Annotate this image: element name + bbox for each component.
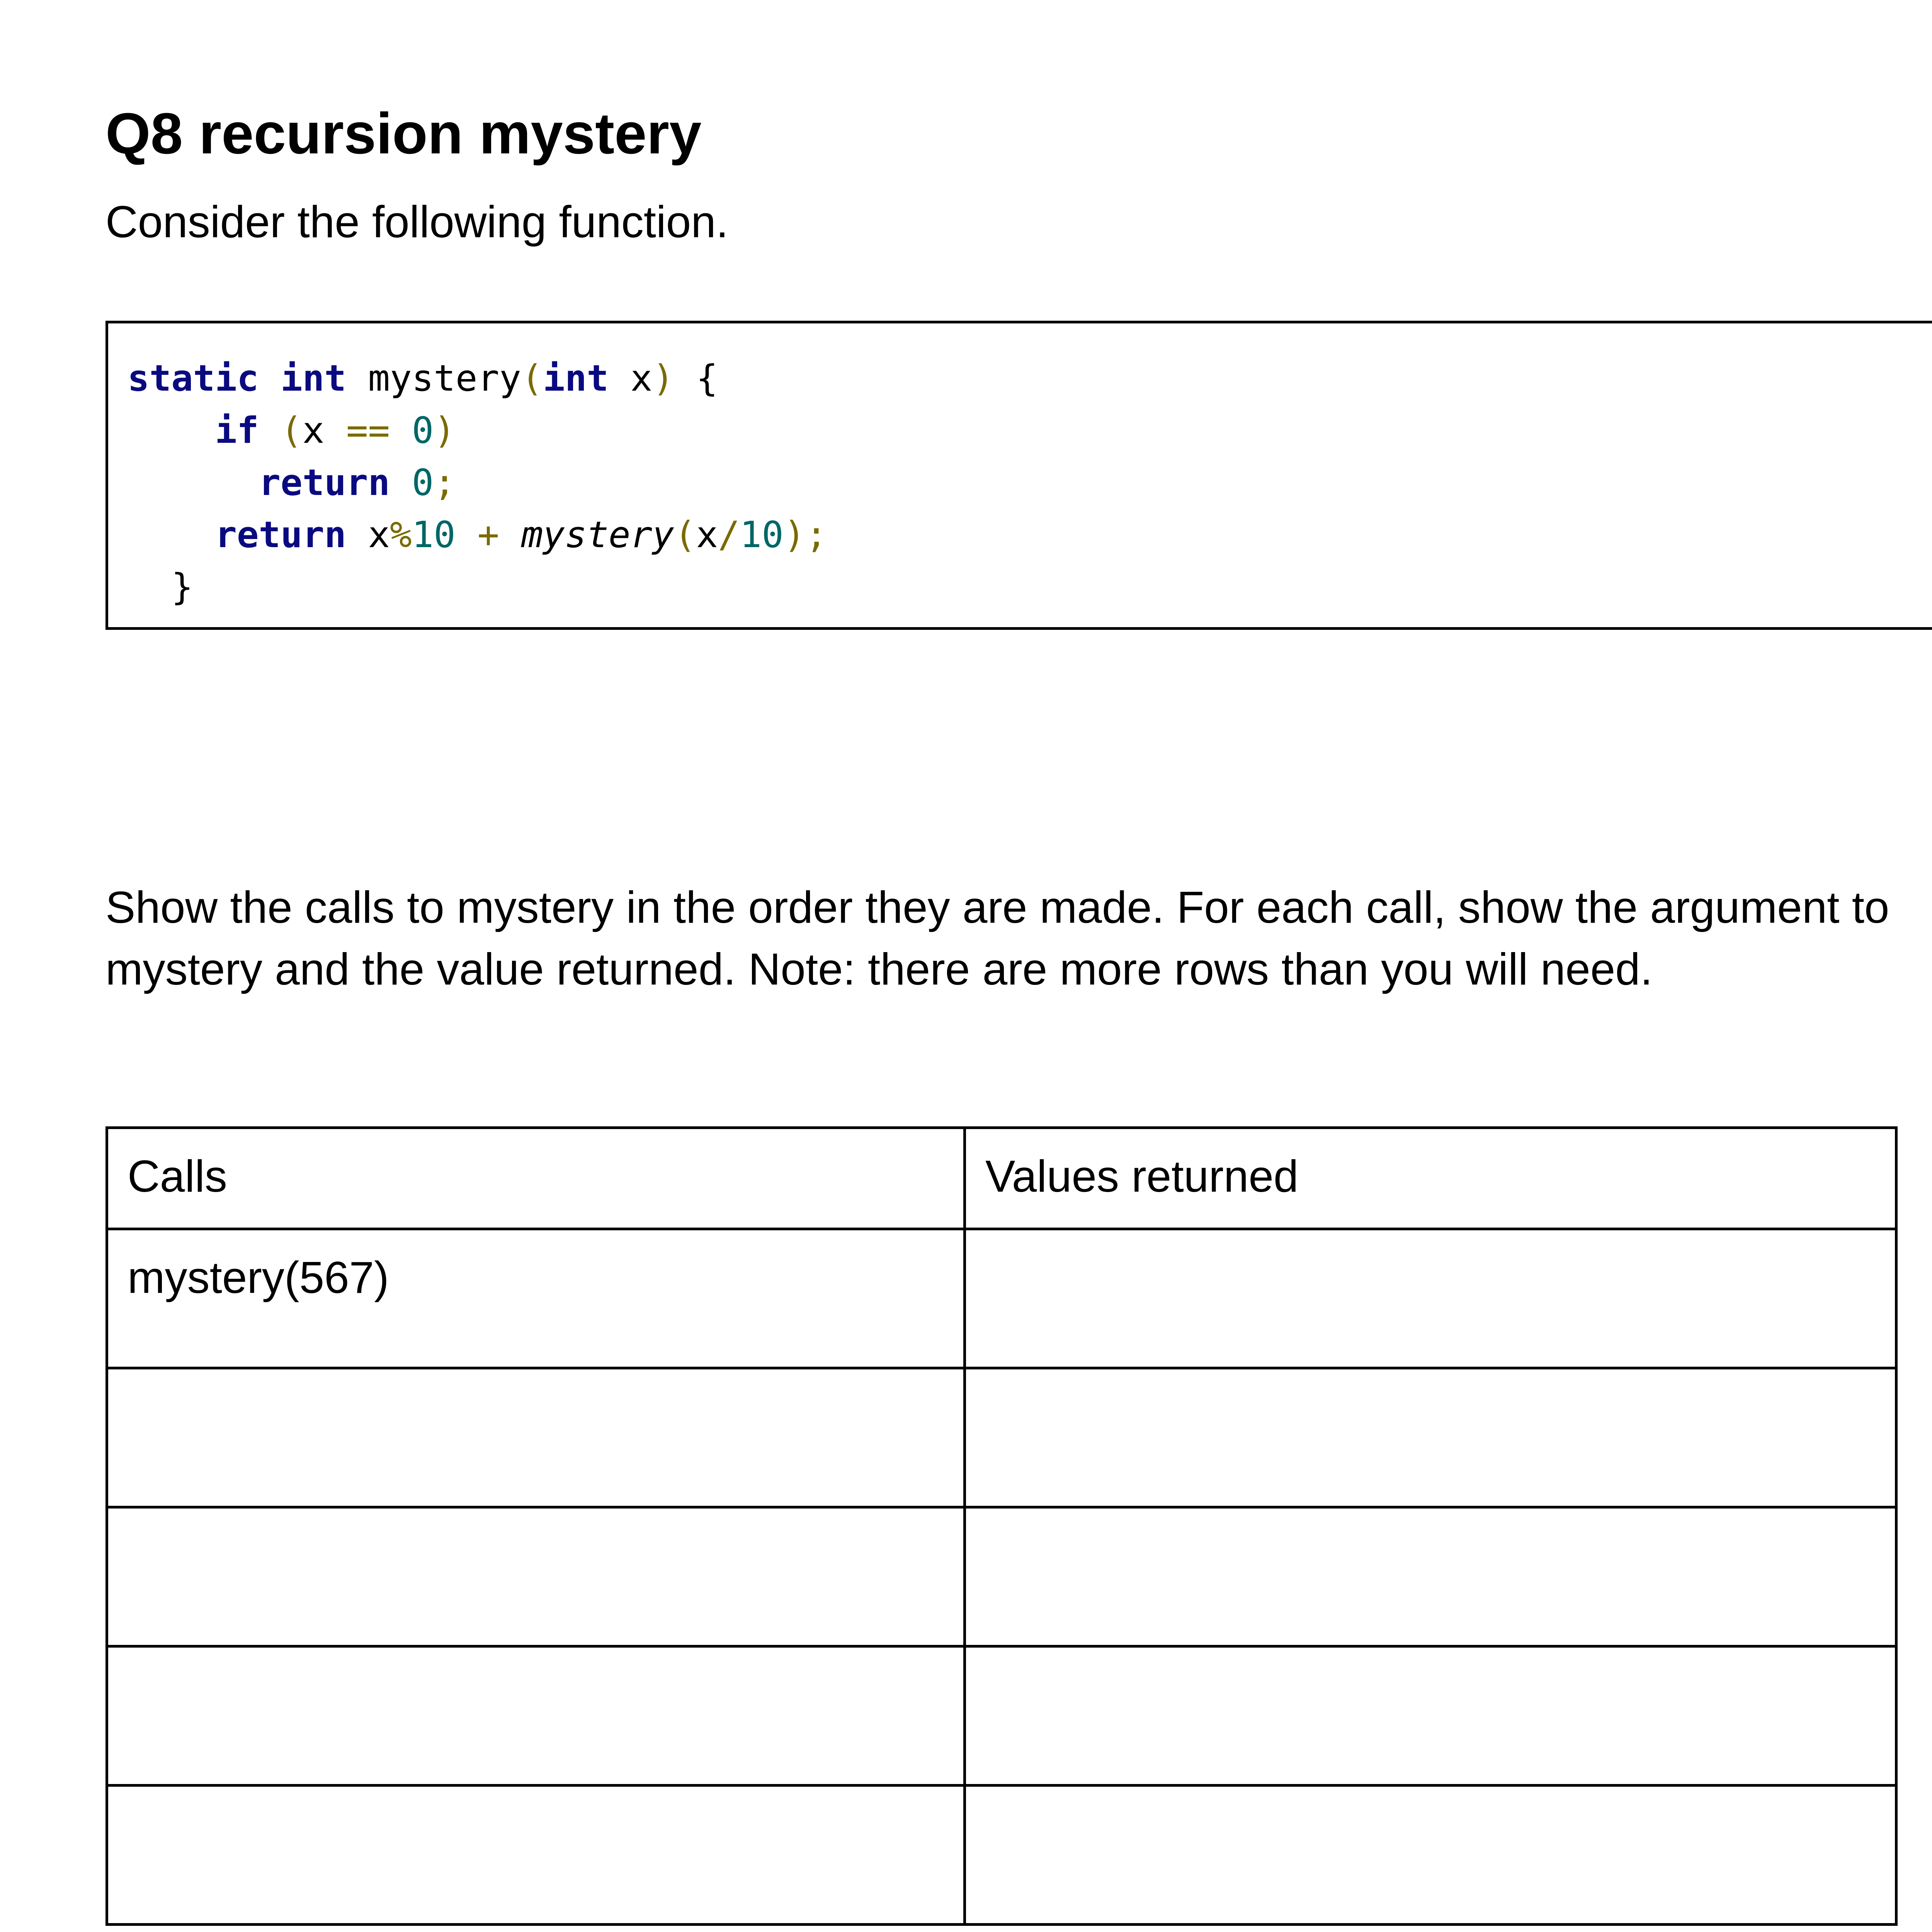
value-cell[interactable] (965, 1646, 1896, 1786)
value-cell[interactable] (965, 1229, 1896, 1368)
semicolon: ; (805, 514, 827, 556)
call-cell[interactable]: mystery(567) (107, 1229, 965, 1368)
code-line-2 (128, 405, 1932, 457)
operator: + (477, 514, 500, 556)
brace: } (171, 566, 193, 608)
operator: / (718, 514, 740, 556)
keyword: return (259, 462, 390, 504)
call-cell[interactable] (107, 1507, 965, 1646)
intro-text: Consider the following function. (105, 197, 729, 247)
number: 0 (412, 410, 434, 452)
code-line-1 (128, 352, 1932, 405)
paren: ) (434, 410, 456, 452)
variable: x (368, 514, 390, 556)
value-cell[interactable] (965, 1368, 1896, 1507)
keyword: int (543, 357, 609, 400)
function-name: mystery (368, 357, 521, 400)
operator: == (346, 410, 390, 452)
table-row (107, 1229, 1896, 1368)
operator: % (390, 514, 412, 556)
number: 10 (740, 514, 784, 556)
code-block (105, 321, 1932, 630)
number: 0 (412, 462, 434, 504)
keyword: if (215, 410, 259, 452)
code-line-3 (128, 457, 1932, 509)
page-title: Q8 recursion mystery (105, 101, 702, 166)
keyword: int (281, 357, 346, 400)
semicolon: ; (434, 462, 456, 504)
table-row (107, 1368, 1896, 1507)
instructions-text: Show the calls to mystery in the order they are made. For each call, show the argument to mystery and the value returned. Note: there are more rows than you will need. (105, 882, 1889, 994)
value-cell[interactable] (965, 1507, 1896, 1646)
table-row (107, 1507, 1896, 1646)
brace: { (696, 357, 718, 400)
keyword: static (128, 357, 259, 400)
table-row (107, 1786, 1896, 1925)
table-row (107, 1646, 1896, 1786)
call-cell[interactable] (107, 1786, 965, 1925)
calls-header: Calls (107, 1128, 965, 1229)
table-header-row (107, 1128, 1896, 1229)
paren: ( (674, 514, 696, 556)
paren: ) (783, 514, 806, 556)
answer-table (105, 1126, 1898, 1926)
parameter: x (630, 357, 653, 400)
number: 10 (412, 514, 456, 556)
values-header: Values returned (965, 1128, 1896, 1229)
paren: ) (652, 357, 674, 400)
code-line-5 (128, 561, 1932, 613)
code-line-4 (128, 509, 1932, 561)
paren: ( (521, 357, 543, 400)
keyword: return (215, 514, 346, 556)
variable: x (302, 410, 325, 452)
call-cell[interactable] (107, 1646, 965, 1786)
paren: ( (281, 410, 303, 452)
variable: x (696, 514, 718, 556)
function-call: mystery (521, 514, 674, 556)
call-cell[interactable] (107, 1368, 965, 1507)
value-cell[interactable] (965, 1786, 1896, 1925)
